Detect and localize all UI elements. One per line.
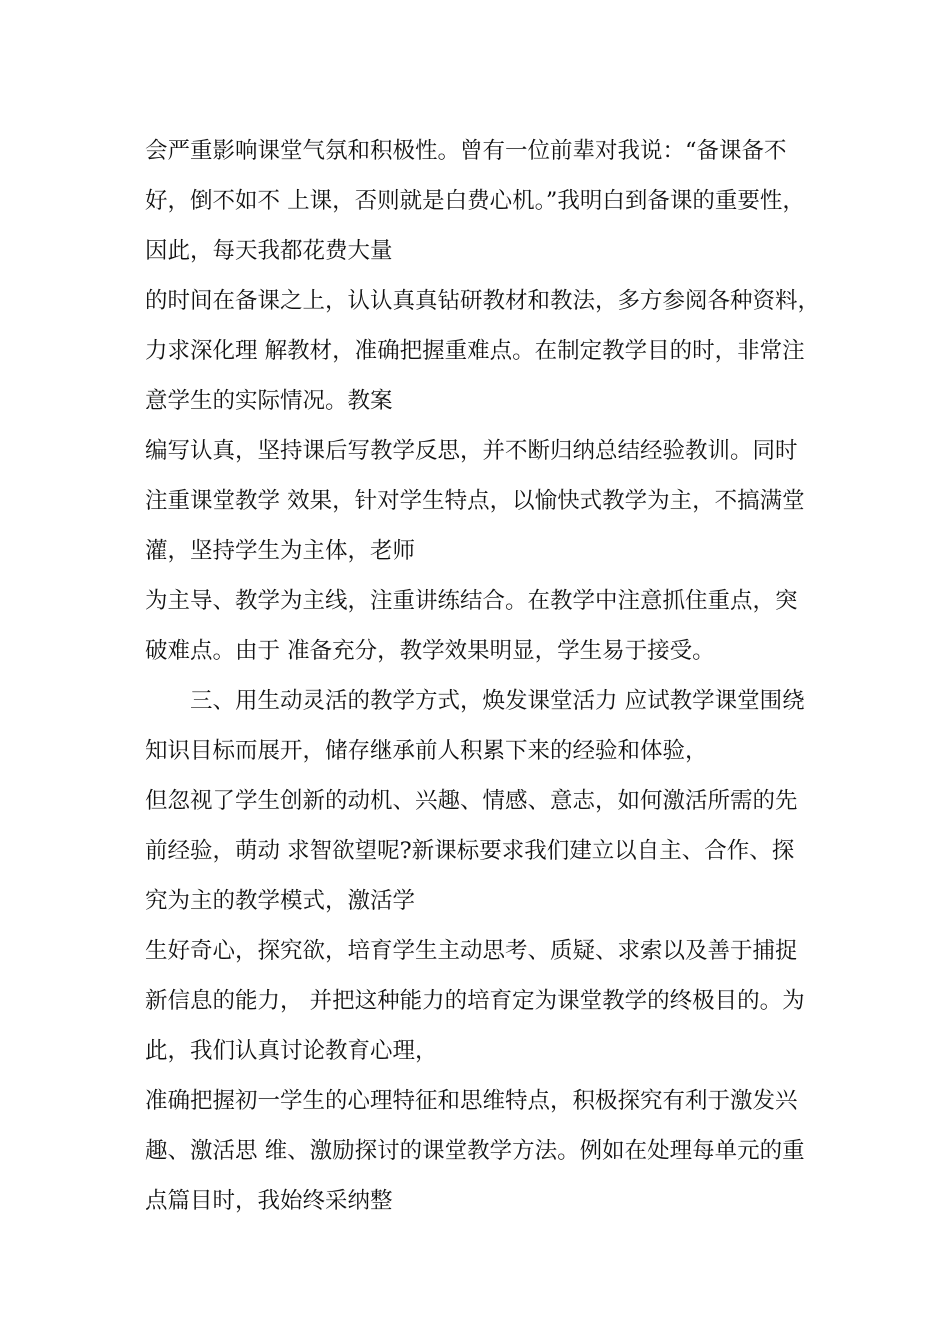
document-body	[145, 126, 835, 1226]
text-line: 趣、激活思 维、激励探讨的课堂教学方法。例如在处理每单元的重	[145, 1138, 805, 1164]
text-line: 为主导、教学为主线，注重讲练结合。在教学中注意抓住重点，突	[145, 588, 798, 614]
text-line: 准确把握初一学生的心理特征和思维特点，积极探究有利于激发兴	[145, 1088, 798, 1114]
text-line: 但忽视了学生创新的动机、兴趣、情感、意志，如何激活所需的先	[145, 788, 798, 814]
text-line: 生好奇心，探究欲，培育学生主动思考、质疑、求索以及善于捕捉	[145, 938, 798, 964]
text-line: 会严重影响课堂气氛和积极性。曾有一位前辈对我说：“备课备不	[145, 138, 787, 164]
text-line: 前经验，萌动 求智欲望呢?新课标要求我们建立以自主、合作、探	[145, 838, 795, 864]
text-line: 灌，坚持学生为主体，老师	[145, 538, 416, 564]
text-line: 破难点。由于 准备充分，教学效果明显，学生易于接受。	[145, 638, 715, 664]
text-line: 好，倒不如不 上课，否则就是白费心机。”我明白到备课的重要性，	[145, 188, 805, 214]
text-line: 的时间在备课之上，认认真真钻研教材和教法，多方参阅各种资料，	[145, 288, 821, 314]
text-line: 究为主的教学模式，激活学	[145, 888, 416, 914]
text-line: 注重课堂教学 效果，针对学生特点，以愉快式教学为主，不搞满堂	[145, 488, 805, 514]
text-line: 知识目标而展开，储存继承前人积累下来的经验和体验，	[145, 738, 708, 764]
text-line: 新信息的能力， 并把这种能力的培育定为课堂教学的终极目的。为	[145, 988, 805, 1014]
text-line: 因此，每天我都花费大量	[145, 238, 393, 264]
text-line: 编写认真，坚持课后写教学反思，并不断归纳总结经验教训。同时	[145, 438, 798, 464]
text-line: 此，我们认真讨论教育心理，	[145, 1038, 438, 1064]
text-line: 力求深化理 解教材，准确把握重难点。在制定教学目的时，非常注	[145, 338, 805, 364]
section-heading-line: 三、用生动灵活的教学方式，焕发课堂活力 应试教学课堂围绕	[190, 688, 805, 714]
text-line: 意学生的实际情况。教案	[145, 388, 393, 414]
text-line: 点篇目时，我始终采纳整	[145, 1188, 393, 1214]
